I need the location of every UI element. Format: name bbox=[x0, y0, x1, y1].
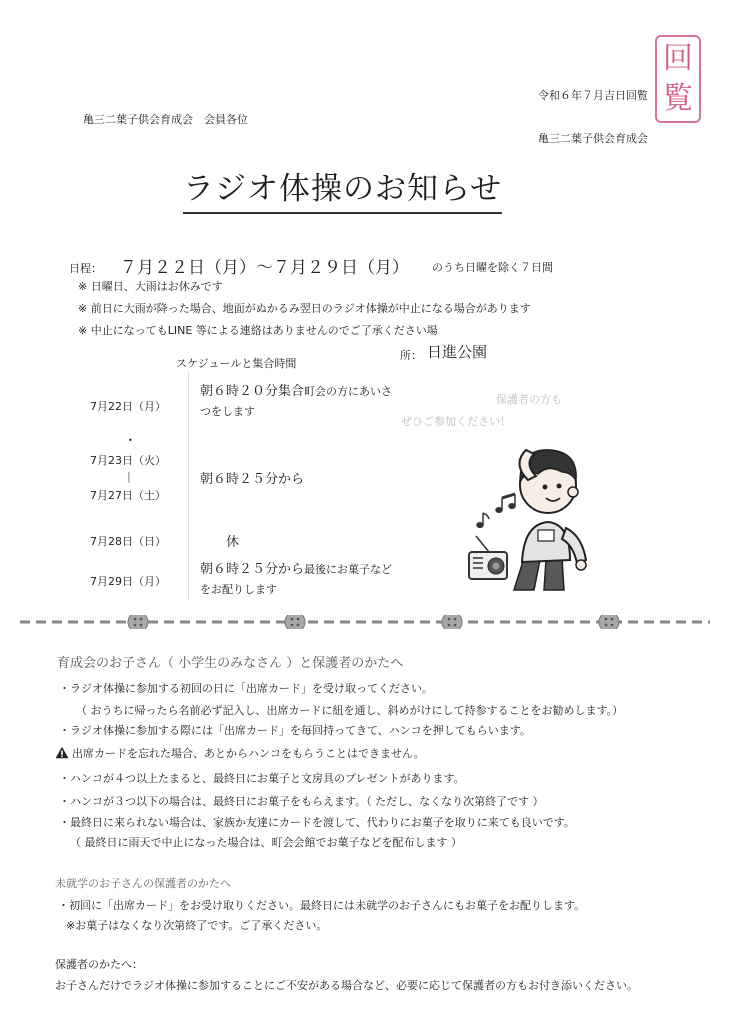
table-row-date: 7月22日（月） bbox=[90, 400, 166, 413]
section1-item: ・ハンコが４つ以上たまると、最終日にお菓子と文房具のプレゼントがあります。 bbox=[59, 772, 465, 785]
section2-item: ※お菓子はなくなり次第終了です。ご了承ください。 bbox=[66, 919, 328, 932]
section1-warning: 出席カードを忘れた場合、あとからハンコをもらうことはできません。 bbox=[55, 745, 425, 762]
note-3: ※ 中止になってもLINE 等による連絡はありませんのでご了承ください場 bbox=[78, 324, 438, 337]
date-line: 令和６年７月吉日回覧 bbox=[538, 89, 648, 102]
page-title: ラジオ体操のお知らせ bbox=[183, 163, 502, 214]
table-row-time: 休 bbox=[226, 535, 240, 550]
note-1: ※ 日曜日、大雨はお休みです bbox=[78, 280, 223, 293]
table-row-time: 朝６時２５分から bbox=[200, 472, 305, 487]
note-2: ※ 前日に大雨が降った場合、地面がぬかるみ翌日のラジオ体操が中止になる場合があります bbox=[78, 302, 531, 315]
schedule-label: 日程： bbox=[69, 262, 102, 275]
section1-item: （ 最終日に雨天で中止になった場合は、町会会館でお菓子などを配布します ） bbox=[70, 836, 462, 849]
table-row-time: 朝６時２０分集合町会の方にあいさつをします bbox=[200, 384, 393, 418]
section3-heading: 保護者のかたへ： bbox=[55, 958, 143, 971]
kairan-stamp: 回 覧 bbox=[655, 35, 701, 123]
sender: 亀三二葉子供会育成会 bbox=[538, 132, 648, 145]
place-label: 所： bbox=[400, 349, 422, 362]
section1-item: ・ラジオ体操に参加する際には「出席カード」を毎回持ってきて、ハンコを押してもらいます。 bbox=[59, 724, 531, 737]
table-row-date-from: 7月23日（火） bbox=[90, 454, 166, 467]
radio-icon bbox=[469, 536, 507, 579]
faint-text-2: ぜひご参加ください！ bbox=[401, 415, 511, 428]
section2-heading: 未就学のお子さんの保護者のかたへ bbox=[55, 877, 231, 890]
warning-icon bbox=[55, 746, 69, 762]
table-row-time: 朝６時２５分から最後にお菓子などをお配りします bbox=[200, 562, 393, 596]
section3-text: お子さんだけでラジオ体操に参加することにご不安がある場合など、必要に応じて保護者の方もお付き添いください。 bbox=[55, 979, 638, 992]
section1-item: ・最終日に来られない場合は、家族か友達にカードを渡して、代わりにお菓子を取りに来ても良いです。 bbox=[59, 816, 575, 829]
section1-heading: 育成会のお子さん（ 小学生のみなさん ）と保護者のかたへ bbox=[57, 656, 404, 671]
schedule-dates: ７月２２日（月）～７月２９日（月） bbox=[120, 258, 409, 278]
boy-character-icon bbox=[514, 450, 586, 590]
section1-item: ・ラジオ体操に参加する初回の日に「出席カード」を受け取ってください。 bbox=[59, 682, 433, 695]
music-note-icon bbox=[477, 494, 515, 527]
radio-exercise-illustration bbox=[462, 440, 612, 595]
mark-dot: • bbox=[128, 436, 133, 445]
section2-item: ・初回に「出席カード」をお受け取りください。最終日には未就学のお子さんにもお菓子をお配りします。 bbox=[58, 899, 586, 912]
table-row-date-to: 7月27日（土） bbox=[90, 489, 166, 502]
table-row-sep: | bbox=[127, 470, 131, 483]
table-row-date: 7月29日（月） bbox=[90, 575, 166, 588]
section1-item: ・ハンコが３つ以下の場合は、最終日にお菓子をもらえます。（ ただし、なくなり次第終了です ） bbox=[59, 795, 544, 808]
dotted-divider bbox=[20, 615, 710, 629]
section1-item: （ おうちに帰ったら名前必ず記入し、出席カードに紐を通し、斜めがけにして持参することをお勧めします。） bbox=[76, 704, 624, 717]
schedule-suffix: のうち日曜を除く７日間 bbox=[432, 261, 553, 274]
table-row-date: 7月28日（日） bbox=[90, 535, 166, 548]
table-divider bbox=[188, 372, 189, 600]
recipient: 亀三二葉子供会育成会 会員各位 bbox=[83, 113, 248, 126]
faint-text-1: 保護者の方も bbox=[496, 393, 562, 406]
table-heading: スケジュールと集合時間 bbox=[176, 357, 297, 370]
place-value: 日進公園 bbox=[427, 343, 488, 361]
